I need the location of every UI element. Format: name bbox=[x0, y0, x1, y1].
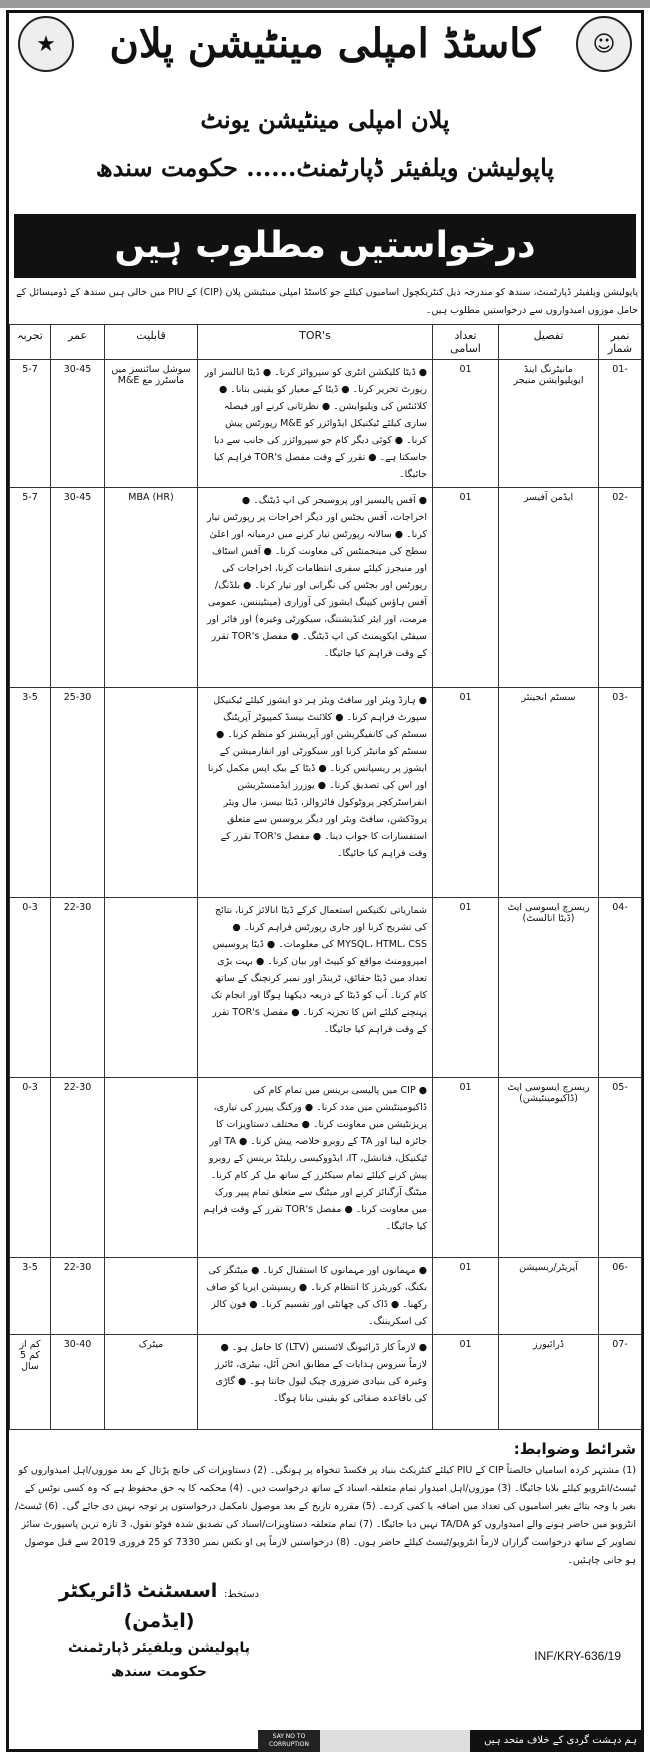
cell-qual: MBA (HR) bbox=[105, 488, 198, 688]
cell-age: 30-40 bbox=[51, 1335, 105, 1430]
cell-tor: ● ہارڈ ویئر اور سافٹ ویئر ہر دو ایشوز کیلئے ٹیکنیکل سپورٹ فراہم کرنا۔ ● کلائنٹ بیسڈ کمپیوٹر آپریٹنگ سسٹم کی کانفیگریشن اور آپریشنز کو منظم کرنا۔ ● سسٹم کو مانیٹر کرنا اور سیکورٹی اور انفارمیشن کے ایشوز پر ریسپانس کرنا۔ ● ڈیٹا کے بیک اپس مکمل کرنا اور اس کی تصدیق کرنا۔ ● یوزرز ایڈمنسٹریشن انفراسٹرکچر پروٹوکول فائروالز، ڈیٹا بیسز، مال ویئر پروڈکشن، سافٹ ویئر اور دیگر پروسس سے متعلق استفسارات کا جواب دینا۔ ● مفصل TOR's تقرر کے وقت فراہم کیا جائیگا۔ bbox=[198, 688, 433, 898]
cell-qual bbox=[105, 688, 198, 898]
cell-exp: 0-3 bbox=[10, 898, 51, 1078]
cell-count: 01 bbox=[433, 488, 499, 688]
cell-qual bbox=[105, 898, 198, 1078]
column-header: قابلیت bbox=[105, 325, 198, 360]
cell-qual bbox=[105, 1078, 198, 1258]
cell-exp: 5-7 bbox=[10, 488, 51, 688]
column-header: تعداد اسامی bbox=[433, 325, 499, 360]
table-row bbox=[10, 898, 642, 1078]
cell-exp: کم از کم 5 سال bbox=[10, 1335, 51, 1430]
cell-no: -05 bbox=[599, 1078, 642, 1258]
cell-age: 30-45 bbox=[51, 360, 105, 488]
column-header: نمبر شمار bbox=[599, 325, 642, 360]
cell-exp: 5-7 bbox=[10, 360, 51, 488]
cell-post: ایڈمن آفیسر bbox=[499, 488, 599, 688]
cell-no: -07 bbox=[599, 1335, 642, 1430]
terms-section bbox=[9, 1438, 641, 1570]
cell-no: -01 bbox=[599, 360, 642, 488]
column-header: تجربہ bbox=[10, 325, 51, 360]
cell-post: مانیٹرنگ اینڈ ایویلیوایشن منیجر bbox=[499, 360, 599, 488]
cell-age: 22-30 bbox=[51, 1258, 105, 1335]
cell-exp: 3-5 bbox=[10, 688, 51, 898]
cell-post: ریسرچ ایسوسی ایٹ (ڈاکیومینٹیشن) bbox=[499, 1078, 599, 1258]
cell-post: آپریٹر/ریسپشن bbox=[499, 1258, 599, 1335]
table-row bbox=[10, 360, 642, 488]
cell-exp: 0-3 bbox=[10, 1078, 51, 1258]
cell-post: سسٹم انجینئر bbox=[499, 688, 599, 898]
cell-count: 01 bbox=[433, 898, 499, 1078]
ad-department: پاپولیشن ویلفیئر ڈپارٹمنٹ...... حکومت سندھ bbox=[95, 153, 555, 182]
table-row bbox=[10, 1258, 642, 1335]
cell-no: -06 bbox=[599, 1258, 642, 1335]
cell-age: 22-30 bbox=[51, 898, 105, 1078]
column-header: عمر bbox=[51, 325, 105, 360]
cell-exp: 3-5 bbox=[10, 1258, 51, 1335]
cell-qual: میٹرک bbox=[105, 1335, 198, 1430]
footer-strip bbox=[258, 1730, 641, 1752]
cell-tor: ● مہمانوں اور مہمانوں کا استقبال کرنا۔ ● میٹنگز کی بکنگ، کوریئرز کا انتظام کرنا۔ ● ریسپشن ایریا کو صاف رکھنا۔ ● ڈاک کی چھانٹی اور تقسیم کرنا۔ ● فون کالز کی اسکریننگ۔ bbox=[198, 1258, 433, 1335]
signature-row bbox=[9, 1578, 641, 1682]
cell-count: 01 bbox=[433, 360, 499, 488]
table-row bbox=[10, 488, 642, 688]
signature-label: دستخط: bbox=[223, 1589, 260, 1600]
cell-qual: سوشل سائنسز میں ماسٹرز مع M&E bbox=[105, 360, 198, 488]
top-bar bbox=[0, 0, 650, 8]
cell-tor: ● ڈیٹا کلیکشن انٹری کو سپروائز کرنا۔ ● ڈیٹا انالسز اور رپورٹ تحریر کرنا۔ ● ڈیٹا کے معیار کو یقینی بنانا۔ ● کلائنٹس کی ویلیوایشن۔ ● نظرثانی کرنے اور فیصلہ سازی کیلئے ٹیکنیکل ایڈوائزر کو M&E رپورٹس پیش کرنا۔ ● کوئی دیگر کام جو سپروائزر کی جانب سے دیا جاسکتا ہے۔ ● تقرر کے وقت مفصل TOR's فراہم کیا جائیگا۔ bbox=[198, 360, 433, 488]
table-row bbox=[10, 688, 642, 898]
ad-title: کاسٹڈ امپلی مینٹیشن پلان bbox=[109, 20, 541, 67]
table-row bbox=[10, 1078, 642, 1258]
signature-block bbox=[29, 1578, 289, 1682]
footer-slogan: ہم دہشت گردی کے خلاف متحد ہیں bbox=[470, 1730, 641, 1752]
cell-count: 01 bbox=[433, 688, 499, 898]
cell-no: -04 bbox=[599, 898, 642, 1078]
government: حکومت سندھ bbox=[110, 1664, 208, 1680]
cell-count: 01 bbox=[433, 1078, 499, 1258]
terms-title: شرائط وضوابط: bbox=[513, 1440, 636, 1458]
corruption-badge: SAY NO TO CORRUPTION bbox=[258, 1730, 320, 1752]
cell-age: 22-30 bbox=[51, 1078, 105, 1258]
applications-banner: درخواستیں مطلوب ہیں bbox=[14, 214, 636, 278]
department-seal-icon: ☺ bbox=[576, 16, 632, 72]
office: پاپولیشن ویلفیئر ڈپارٹمنٹ bbox=[68, 1640, 250, 1656]
reference-number: INF/KRY-636/19 bbox=[534, 1649, 621, 1663]
cell-count: 01 bbox=[433, 1335, 499, 1430]
designation: اسسٹنٹ ڈائریکٹر (ایڈمن) bbox=[58, 1580, 218, 1632]
posts-table bbox=[9, 324, 642, 1430]
cell-count: 01 bbox=[433, 1258, 499, 1335]
intro-text: پاپولیشن ویلفیئر ڈپارٹمنٹ، سندھ کو مندرجہ ذیل کنٹریکچول اسامیوں کیلئے جو کاسٹڈ امپلی مینٹیشن پلان (CIP) کے PIU میں خالی ہیں سندھ کے ڈومیسائل کے حامل موزوں امیدواروں سے درخواستیں مطلوب ہیں۔ bbox=[16, 287, 638, 316]
cell-qual bbox=[105, 1258, 198, 1335]
ad-subtitle: پلان امپلی مینٹیشن یونٹ bbox=[200, 105, 450, 134]
cell-age: 30-45 bbox=[51, 488, 105, 688]
cell-tor: شماریاتی تکنیکس استعمال کرکے ڈیٹا انالائز کرنا، نتائج کی تشریح کرنا اور جاری رپورٹس فراہم کرنا۔ ● MYSQL، HTML، CSS کی معلومات۔ ● ڈیٹا پروسیس امپروومنٹ مواقع کو کیپٹ اور بیان کرنا۔ ● بہت بڑی تعداد میں ڈیٹا حقائق، ٹرینڈز اور نمبر کرنچنگ کے ساتھ کام کرنا۔ آپ کو ڈیٹا کے ذریعہ دیکھنا ہوگا اور انجام تک پہنچنے کیلئے اس کا تجزیہ کرنا۔ ● مفصل TOR's تقرر کے وقت فراہم کیا جائیگا۔ bbox=[198, 898, 433, 1078]
cell-no: -02 bbox=[599, 488, 642, 688]
cell-tor: ● آفس پالیسیز اور پروسیجر کی اپ ڈیٹنگ۔ ● اخراجات، آفس بجٹس اور دیگر اخراجات پر رپورٹس تیار کرنا۔ ● سالانہ رپورٹس تیار کرنے میں درمیانہ اور اعلیٰ سطح کی مینجمنٹس کی معاونت کرنا۔ ● آفس اسٹاف اور منیجرز کیلئے سفری انتظامات کرنا، اخراجات کی رپورٹس اور بجٹس کی نگرانی اور تیار کرنا۔ ● بلڈنگ/آفس ہاؤس کیپنگ ایشوز کی آوزاری (مینٹیننس، عمومی مرمت، اور ایئر کنڈیشننگ، سیکورٹی وغیرہ) اور فائر اور سیفٹی ایکوپمنٹ کی اپ ڈیٹنگ۔ ● مفصل TOR's تقرر کے وقت فراہم کیا جائیگا۔ bbox=[198, 488, 433, 688]
sindh-seal-icon: ★ bbox=[18, 16, 74, 72]
cell-post: ڈرائیورز bbox=[499, 1335, 599, 1430]
cell-age: 25-30 bbox=[51, 688, 105, 898]
column-header: تفصیل bbox=[499, 325, 599, 360]
column-header: TOR's bbox=[198, 325, 433, 360]
terms-text: (1) مشتہر کردہ اسامیاں خالصتاً CIP کے PIU کیلئے کنٹریکٹ بنیاد پر فکسڈ تنخواہ پر ہونگی۔ (2) دستاویزات کی جانچ پڑتال کے بعد موزوں/اہل امیدواروں کو ٹیسٹ/انٹرویو کیلئے بلایا جائیگا۔ (3) موزوں/اہل امیدوار تمام متعلقہ اسناد کے ساتھ درخواست دیں۔ (4) محکمہ کا یہ حق محفوظ ہے کہ وہ کسی نوٹس کے بغیر یا وجہ بتائے بغیر اسامیوں کی تعداد میں اضافہ یا کمی کردے۔ (5) مقررہ تاریخ کے بعد موصول نامکمل درخواستوں پر توجہ نہیں دی جائے گی۔ (6) ٹیسٹ/انٹرویو میں حاضر ہونے والے امیدواروں کو TA/DA نہیں دیا جائیگا۔ (7) تمام متعلقہ دستاویزات/اسناد کی تصدیق شدہ فوٹو نقول، 3 تازہ ترین پاسپورٹ سائز تصاویر کے ساتھ درخواست گزاران لازماً انٹرویو/ٹیسٹ کیلئے حاضر ہوں۔ (8) درخواستیں لازماً پی او بکس نمبر 7330 کو 25 فروری 2019 سے قبل موصول ہو جانی چاہئیں۔ bbox=[15, 1465, 636, 1566]
ad-content bbox=[9, 284, 641, 1682]
cell-tor: ● لازماً کار ڈرائیونگ لائسنس (LTV) کا حامل ہو۔ ● لازماً سروس ہدایات کے مطابق انجن آئل، بیٹری، ٹائرز وغیرہ کی بنیادی ضروری چیک لیول جانتا ہو۔ ● گاڑی کی باقاعدہ صفائی کو یقینی بنانا ہوگا۔ bbox=[198, 1335, 433, 1430]
table-row bbox=[10, 1335, 642, 1430]
cell-no: -03 bbox=[599, 688, 642, 898]
cell-post: ریسرچ ایسوسی ایٹ (ڈیٹا انالسٹ) bbox=[499, 898, 599, 1078]
barcode-image bbox=[320, 1730, 470, 1752]
cell-tor: ● CIP میں پالیسی برینس میں تمام کام کی ڈاکیومینٹیشن میں مدد کرنا۔ ● ورکنگ پیپرز کی تیاری، پریزنٹیشن میں معاونت کرنا۔ ● مختلف دستاویزات کا جائزہ لینا اور TA کے روبرو خلاصہ پیش کرنا۔ ● TA اور ٹیکنیکل، فنانشل، IT، ایڈووکیسی ریلیٹڈ برینس کے روبرو پیش کرنے کیلئے تمام سیکٹرز کے ساتھ مل کر کام کرنا۔ میٹنگ آرگنائز کرنے اور میٹنگ سے متعلق تمام پیپر ورک میں معاونت کرنا۔ ● مفصل TOR's تقرر کے وقت فراہم کیا جائیگا۔ bbox=[198, 1078, 433, 1258]
